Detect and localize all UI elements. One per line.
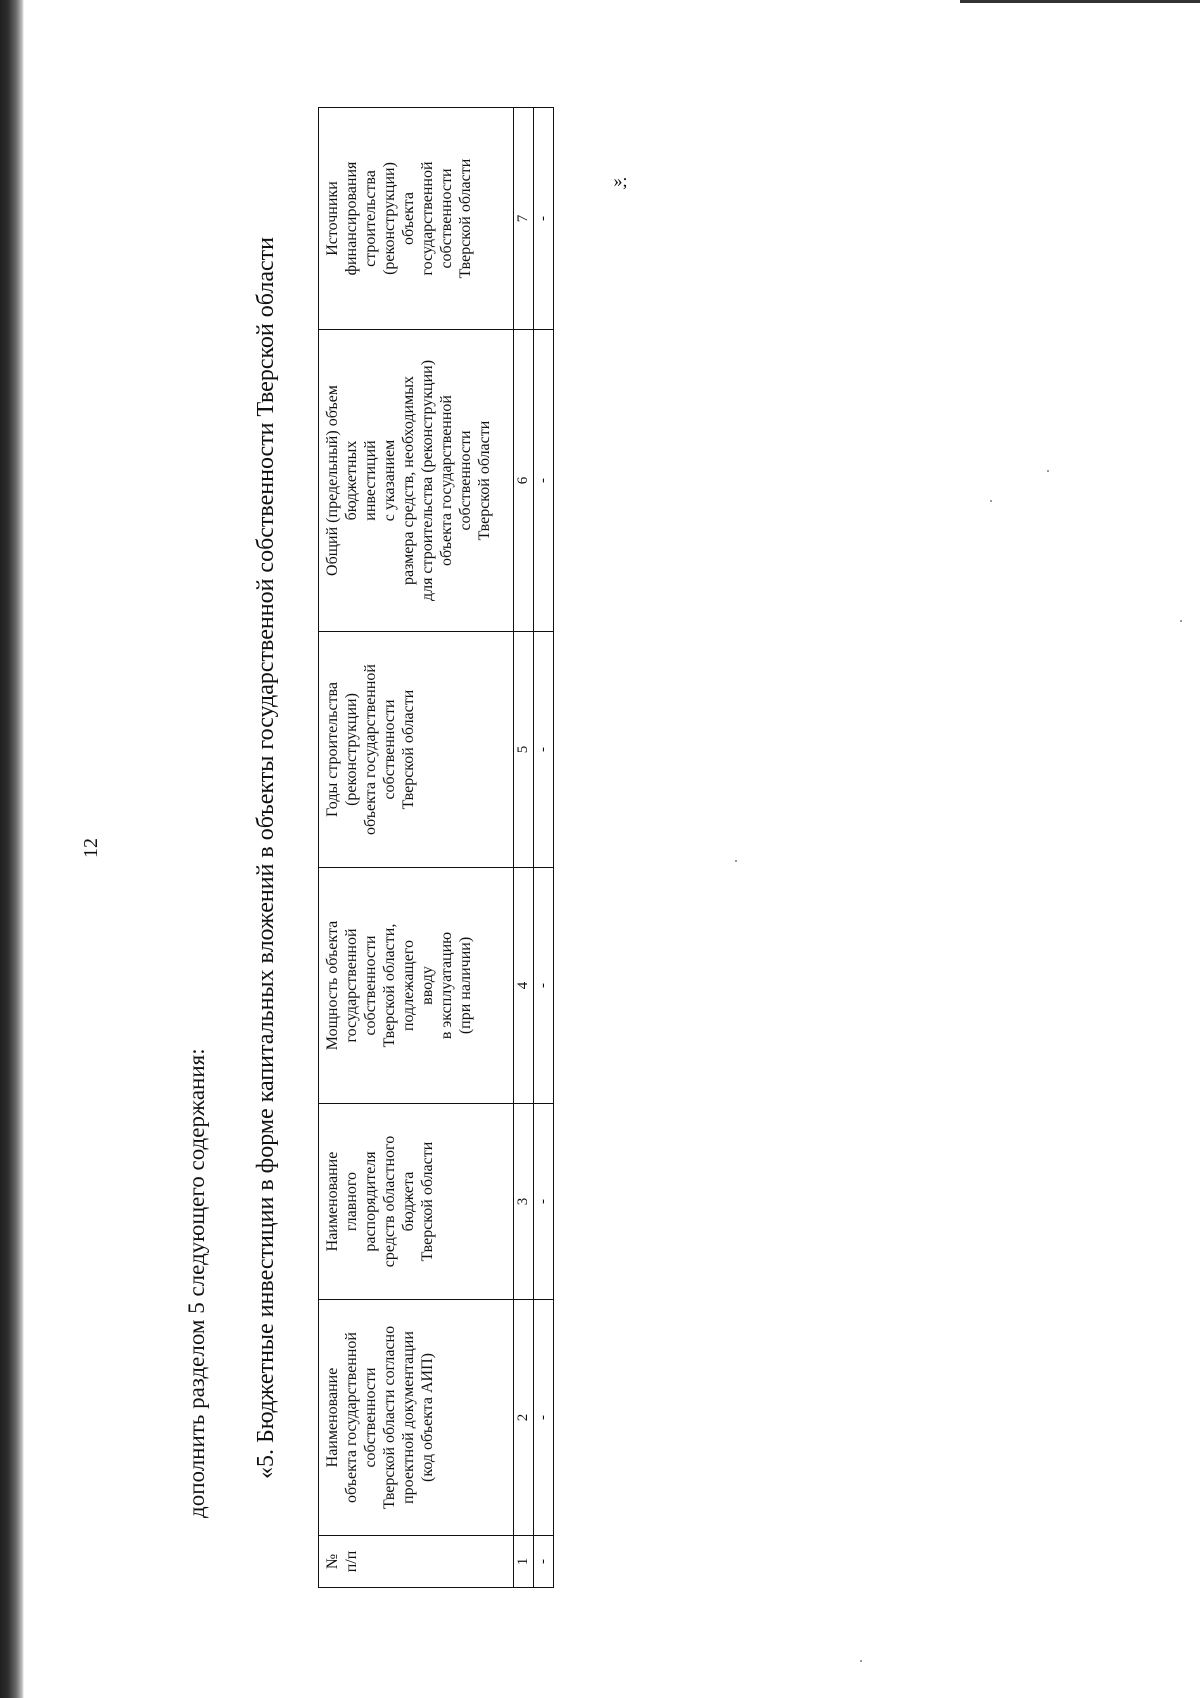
data-cell: - bbox=[534, 1104, 554, 1300]
table-row bbox=[534, 108, 554, 1588]
header-number: № п/п bbox=[319, 1536, 514, 1588]
column-number-cell: 7 bbox=[514, 108, 534, 330]
section-title: «5. Бюджетные инвестиции в форме капитальных вложений в объекты государственной собственности Тверской области bbox=[253, 236, 279, 1480]
column-number-cell: 1 bbox=[514, 1536, 534, 1588]
data-cell: - bbox=[534, 1536, 554, 1588]
header-construction-years: Годы строительства (реконструкции) объекта государственной собственности Тверской области bbox=[319, 632, 514, 868]
column-number-cell: 2 bbox=[514, 1300, 534, 1536]
header-budget-manager: Наименование главного распорядителя средств областного бюджета Тверской области bbox=[319, 1104, 514, 1300]
header-object-name: Наименование объекта государственной собственности Тверской области согласно проектной документации (код объекта АИП) bbox=[319, 1300, 514, 1536]
intro-text: дополнить разделом 5 следующего содержания: bbox=[184, 1048, 209, 1518]
column-number-cell: 6 bbox=[514, 330, 534, 632]
budget-investments-table bbox=[318, 107, 554, 1588]
column-number-cell: 3 bbox=[514, 1104, 534, 1300]
header-investment-volume: Общий (предельный) объем бюджетных инвестиций с указанием размера средств, необходимых для строительства (реконструкции) объекта государственной собственности Тверской области bbox=[319, 330, 514, 632]
page-number: 12 bbox=[80, 838, 102, 858]
data-cell: - bbox=[534, 632, 554, 868]
table-header-row bbox=[319, 108, 514, 1588]
closing-quote-mark: »; bbox=[613, 170, 628, 191]
data-cell: - bbox=[534, 868, 554, 1104]
table-row bbox=[514, 108, 534, 1588]
column-number-cell: 5 bbox=[514, 632, 534, 868]
data-cell: - bbox=[534, 1300, 554, 1536]
column-number-cell: 4 bbox=[514, 868, 534, 1104]
header-funding-sources: Источники финансирования строительства (реконструкции) объекта государственной собственности Тверской области bbox=[319, 108, 514, 330]
header-capacity: Мощность объекта государственной собственности Тверской области, подлежащего вводу в эксплуатацию (при наличии) bbox=[319, 868, 514, 1104]
data-cell: - bbox=[534, 108, 554, 330]
data-cell: - bbox=[534, 330, 554, 632]
